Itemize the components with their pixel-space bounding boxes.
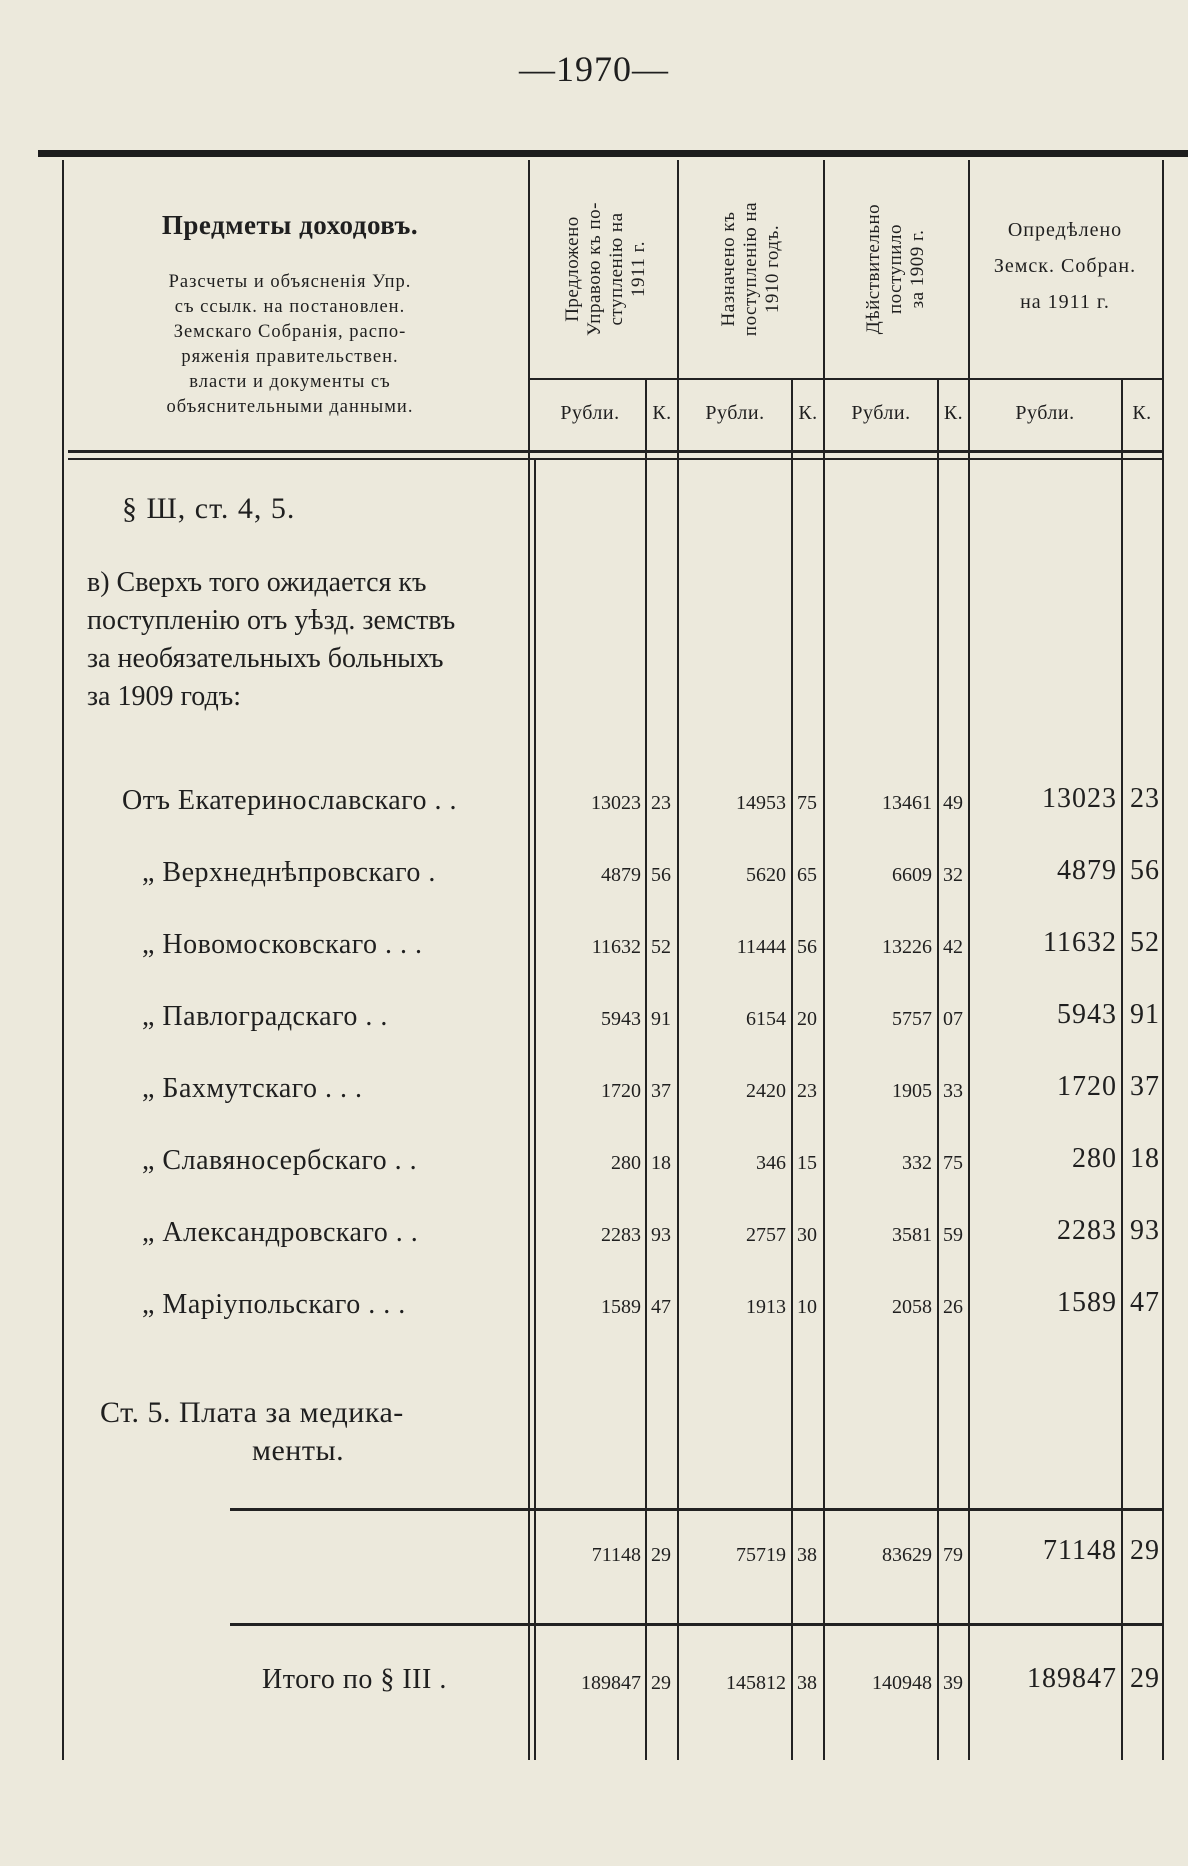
header-subtitle <box>120 270 460 420</box>
row-c4-rubles: 2283 <box>1057 1215 1117 1246</box>
header-col2-line: Назначено къ <box>717 211 739 327</box>
row-c4-rubles: 13023 <box>1042 783 1117 814</box>
total-c2-kopecks: 38 <box>797 1672 817 1694</box>
row-c2-rubles: 5620 <box>746 864 786 886</box>
unit-kopecks-3: К. <box>943 402 964 424</box>
header-subtitle-line: съ ссылк. на постановлен. <box>174 297 406 317</box>
header-subtitle-line: Земскаго Собранія, распо- <box>173 322 407 342</box>
header-col1-line: ступленію на <box>605 212 627 326</box>
total-c4-kopecks: 29 <box>1130 1663 1160 1694</box>
subtotal-c2-kopecks: 38 <box>797 1544 817 1566</box>
total-c1-rubles: 189847 <box>581 1672 641 1694</box>
item-5-label <box>100 1394 520 1470</box>
row-c3-rubles: 5757 <box>892 1008 932 1030</box>
row-c1-rubles: 1589 <box>601 1296 641 1318</box>
header-col2-text <box>718 202 784 336</box>
header-title: Предметы доходовъ. <box>161 210 419 240</box>
row-c4-kopecks: 23 <box>1130 783 1160 814</box>
row-c3-kopecks: 75 <box>943 1152 963 1174</box>
row-c1-kopecks: 52 <box>651 936 671 958</box>
row-c1-kopecks: 56 <box>651 864 671 886</box>
row-c4-kopecks: 37 <box>1130 1071 1160 1102</box>
header-col1-line: Предложено <box>561 216 583 322</box>
row-c2-kopecks: 15 <box>797 1152 817 1174</box>
left-border <box>62 160 64 1760</box>
row-c2-rubles: 6154 <box>746 1008 786 1030</box>
row-name: „ Верхнеднѣпровскаго . <box>142 857 436 888</box>
row-c2-rubles: 346 <box>756 1152 786 1174</box>
row-c1-rubles: 13023 <box>591 792 641 814</box>
subtotal-c4-kopecks: 29 <box>1130 1535 1160 1566</box>
units-rule <box>530 378 1162 380</box>
unit-rubles-3: Рубли. <box>851 402 911 424</box>
row-c1-kopecks: 93 <box>651 1224 671 1246</box>
header-col2 <box>679 160 823 378</box>
col-divider-3 <box>968 160 970 1760</box>
row-c4-rubles: 4879 <box>1057 855 1117 886</box>
col-divider-2 <box>823 160 825 1760</box>
row-name: „ Маріупольскаго . . . <box>142 1289 406 1320</box>
row-name: „ Павлоградскаго . . <box>142 1001 388 1032</box>
unit-rubles-1: Рубли. <box>560 402 620 424</box>
row-name: Отъ Екатеринославскаго . . <box>122 785 457 816</box>
intro-line: за необязательныхъ больныхъ <box>87 643 444 674</box>
row-c3-rubles: 13226 <box>882 936 932 958</box>
row-c4-rubles: 11632 <box>1043 927 1117 958</box>
header-rule-1 <box>68 450 1162 453</box>
total-c4-rubles: 189847 <box>1027 1663 1117 1694</box>
intro-line: за 1909 годъ: <box>87 681 241 712</box>
subtotal-c3-kopecks: 79 <box>943 1544 963 1566</box>
page-number: —1970— <box>519 49 669 89</box>
row-c3-rubles: 1905 <box>892 1080 932 1102</box>
intro-line: в) Сверхъ того ожидается къ <box>87 567 427 598</box>
unit-rubles-4: Рубли. <box>1015 402 1075 424</box>
row-c3-rubles: 332 <box>902 1152 932 1174</box>
total-c1-kopecks: 29 <box>651 1672 671 1694</box>
header-subtitle-line: объяснительными данными. <box>166 397 414 417</box>
unit-kopecks-4: К. <box>1132 402 1152 424</box>
row-c2-kopecks: 30 <box>797 1224 817 1246</box>
row-c3-kopecks: 59 <box>943 1224 963 1246</box>
header-col1-line: 1911 г. <box>627 241 649 297</box>
intro-paragraph <box>87 564 527 716</box>
unit-kopecks-2: К. <box>798 402 818 424</box>
col-divider-desc <box>528 160 530 1760</box>
row-c1-kopecks: 47 <box>651 1296 671 1318</box>
subtotal-c1-kopecks: 29 <box>651 1544 671 1566</box>
header-col4-line: на 1911 г. <box>1020 291 1110 313</box>
row-c3-kopecks: 07 <box>943 1008 963 1030</box>
unit-kopecks-1: К. <box>652 402 672 424</box>
subtotal-c1-rubles: 71148 <box>591 1544 641 1566</box>
header-col2-line: поступленію на <box>739 201 761 337</box>
row-c3-kopecks: 33 <box>943 1080 963 1102</box>
row-name: „ Новомосковскаго . . . <box>142 929 423 960</box>
row-c2-rubles: 2757 <box>746 1224 786 1246</box>
row-c1-rubles: 11632 <box>591 936 641 958</box>
header-col3-line: поступило <box>885 224 907 314</box>
row-c1-rubles: 2283 <box>601 1224 641 1246</box>
row-c2-kopecks: 20 <box>797 1008 817 1030</box>
header-col4-line: Земск. Собран. <box>993 255 1137 277</box>
row-name: „ Славяносербскаго . . <box>142 1145 418 1176</box>
row-c4-kopecks: 18 <box>1130 1143 1160 1174</box>
header-col1 <box>534 160 677 378</box>
total-c2-rubles: 145812 <box>726 1672 786 1694</box>
row-c3-kopecks: 32 <box>943 864 963 886</box>
header-col3-line: за 1909 г. <box>907 229 929 309</box>
row-c1-rubles: 5943 <box>601 1008 641 1030</box>
subtotal-c3-rubles: 83629 <box>882 1544 932 1566</box>
row-c2-rubles: 2420 <box>746 1080 786 1102</box>
row-c4-rubles: 5943 <box>1057 999 1117 1030</box>
row-c1-rubles: 1720 <box>601 1080 641 1102</box>
row-c3-rubles: 6609 <box>892 864 932 886</box>
right-border <box>1162 160 1164 1760</box>
intro-line: поступленію отъ уѣзд. земствъ <box>87 605 456 636</box>
row-c3-rubles: 2058 <box>892 1296 932 1318</box>
total-c3-kopecks: 39 <box>943 1672 963 1694</box>
row-c4-rubles: 280 <box>1072 1143 1117 1174</box>
row-c2-kopecks: 23 <box>797 1080 817 1102</box>
item-5-line: Ст. 5. Плата за медика- <box>100 1396 404 1429</box>
item-5-line: менты. <box>252 1434 345 1467</box>
row-name: „ Александровскаго . . <box>142 1217 419 1248</box>
row-c2-kopecks: 75 <box>797 792 817 814</box>
header-subtitle-line: власти и документы съ <box>189 372 391 392</box>
row-c3-rubles: 13461 <box>882 792 932 814</box>
row-c3-rubles: 3581 <box>892 1224 932 1246</box>
row-c1-kopecks: 23 <box>651 792 671 814</box>
header-rule-2 <box>68 458 1162 460</box>
row-c4-rubles: 1720 <box>1057 1071 1117 1102</box>
subtotal-rule <box>230 1508 1162 1511</box>
row-c1-kopecks: 91 <box>651 1008 671 1030</box>
header-col3-line: Дѣйствительно <box>863 203 885 335</box>
row-c4-kopecks: 47 <box>1130 1287 1160 1318</box>
total-rule <box>230 1623 1162 1626</box>
row-c4-kopecks: 93 <box>1130 1215 1160 1246</box>
header-col3 <box>825 160 968 378</box>
total-label: Итого по § III . <box>262 1664 447 1695</box>
row-c3-kopecks: 26 <box>943 1296 963 1318</box>
header-subtitle-line: ряженія правительствен. <box>181 347 399 367</box>
section-heading: § Ш, ст. 4, 5. <box>122 492 296 525</box>
top-rule <box>38 150 1188 157</box>
row-c1-kopecks: 18 <box>651 1152 671 1174</box>
row-c3-kopecks: 49 <box>943 792 963 814</box>
row-c1-rubles: 4879 <box>601 864 641 886</box>
row-c2-rubles: 1913 <box>746 1296 786 1318</box>
row-c1-kopecks: 37 <box>651 1080 671 1102</box>
row-c2-rubles: 11444 <box>736 936 786 958</box>
row-c3-kopecks: 42 <box>943 936 963 958</box>
row-c2-rubles: 14953 <box>736 792 786 814</box>
total-c3-rubles: 140948 <box>872 1672 932 1694</box>
row-c4-rubles: 1589 <box>1057 1287 1117 1318</box>
row-c2-kopecks: 56 <box>797 936 817 958</box>
row-c2-kopecks: 65 <box>797 864 817 886</box>
header-col4 <box>972 212 1158 320</box>
header-subtitle-line: Разсчеты и объясненія Упр. <box>168 272 412 292</box>
row-c4-kopecks: 91 <box>1130 999 1160 1030</box>
header-col3-text <box>864 204 930 334</box>
row-c4-kopecks: 56 <box>1130 855 1160 886</box>
row-c4-kopecks: 52 <box>1130 927 1160 958</box>
col-divider-1 <box>677 160 679 1760</box>
subtotal-c2-rubles: 75719 <box>736 1544 786 1566</box>
unit-rubles-2: Рубли. <box>705 402 765 424</box>
header-col2-line: 1910 годъ. <box>761 224 783 314</box>
header-col1-line: Управою къ по- <box>583 202 605 336</box>
header-col4-line: Опредѣлено <box>1007 219 1123 241</box>
row-name: „ Бахмутскаго . . . <box>142 1073 363 1104</box>
row-c1-rubles: 280 <box>611 1152 641 1174</box>
header-col1-text <box>561 202 649 336</box>
row-c2-kopecks: 10 <box>797 1296 817 1318</box>
subtotal-c4-rubles: 71148 <box>1043 1535 1117 1566</box>
